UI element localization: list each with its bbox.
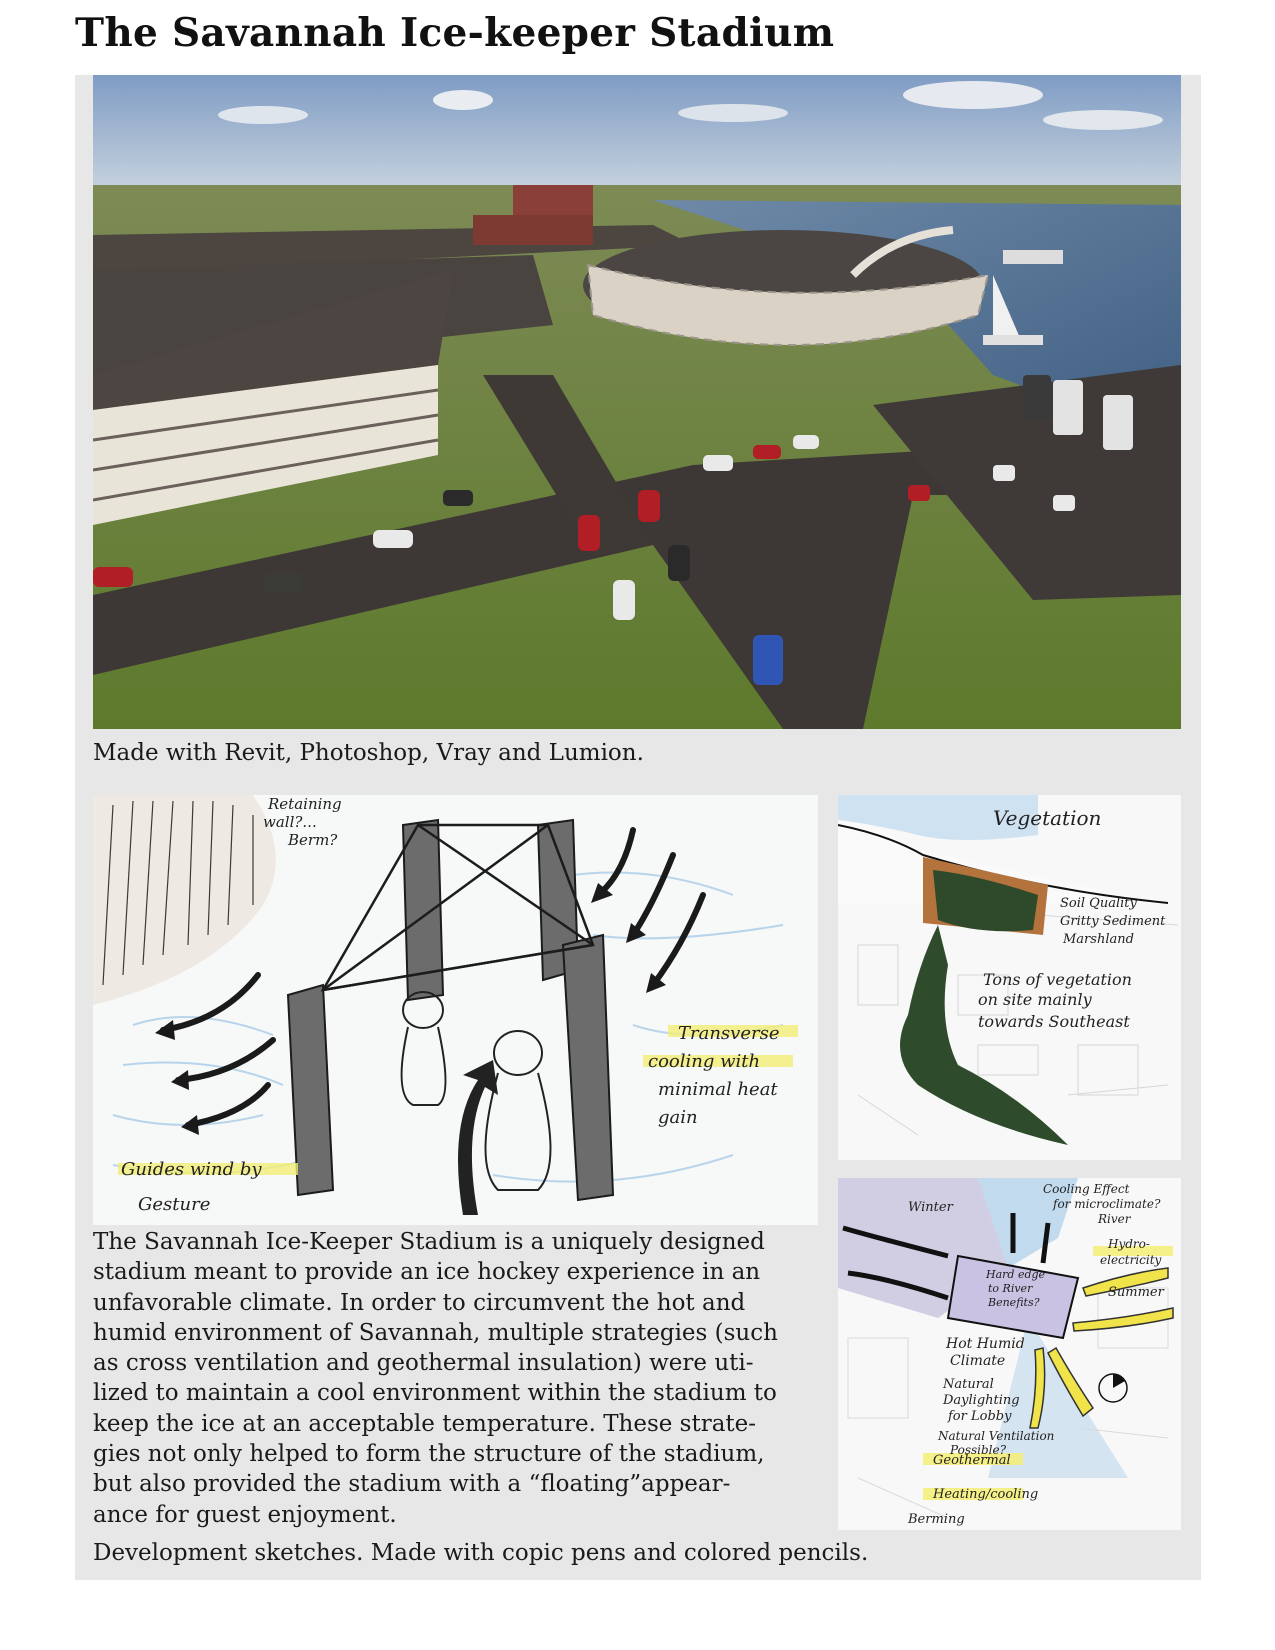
note-gain: gain: [658, 1107, 698, 1128]
wind-structure-sketch: [93, 795, 818, 1225]
svg-text:Cooling Effect: [1043, 1182, 1130, 1196]
paragraph-line: ance for guest enjoyment.: [93, 1501, 397, 1528]
render-caption: Made with Revit, Photoshop, Vray and Lumion.: [93, 740, 644, 766]
svg-text:gain: [658, 1107, 698, 1128]
label-to-river: to River: [988, 1282, 1033, 1295]
label-hydro: Hydro-: [1108, 1237, 1150, 1251]
svg-text:Berming: [907, 1512, 965, 1527]
vegetation-sketch: [838, 795, 1181, 1160]
svg-text:Guides wind by: [121, 1159, 262, 1180]
svg-text:electricity: [1100, 1253, 1162, 1267]
svg-text:Gritty Sediment: [1060, 914, 1166, 929]
note-wall: wall?...: [263, 813, 317, 831]
paragraph-line: unfavorable climate. In order to circumvent the hot and: [93, 1289, 746, 1316]
climate-sketch: [838, 1178, 1181, 1530]
svg-text:Geothermal: [933, 1453, 1011, 1468]
label-hot-humid: Hot Humid: [946, 1336, 1025, 1352]
label-summer: Summer: [1108, 1285, 1164, 1300]
label-natural-ventilation: Natural Ventilation: [938, 1429, 1055, 1443]
label-microclimate: for microclimate?: [1053, 1197, 1161, 1211]
label-natural: Natural: [943, 1377, 994, 1392]
note-minimal-heat: minimal heat: [658, 1079, 778, 1100]
note-tons-vegetation: Tons of vegetation: [983, 970, 1132, 989]
svg-text:Gesture: [138, 1194, 210, 1215]
svg-text:Hard edge: [985, 1268, 1046, 1281]
svg-text:River: [1097, 1212, 1132, 1226]
svg-text:Transverse: [678, 1023, 780, 1044]
page-title: The Savannah Ice-keeper Stadium: [75, 10, 835, 56]
note-southeast: towards Southeast: [978, 1012, 1130, 1031]
svg-text:Vegetation: [993, 806, 1101, 830]
svg-text:Benefits?: [987, 1296, 1040, 1309]
label-cooling-effect: Cooling Effect: [1043, 1182, 1130, 1196]
note-cooling: cooling with: [648, 1051, 761, 1072]
description-paragraph: [93, 1227, 813, 1530]
label-climate: Climate: [950, 1353, 1006, 1369]
svg-text:Climate: [950, 1353, 1005, 1369]
note-soil-quality: Soil Quality: [1060, 896, 1137, 911]
label-heating-cooling: Heating/cooling: [933, 1487, 1039, 1502]
svg-text:Winter: [908, 1200, 954, 1215]
svg-text:Retaining: [267, 795, 342, 813]
svg-text:minimal heat: [658, 1079, 778, 1100]
svg-text:Natural: [942, 1377, 994, 1392]
svg-text:towards Southeast: [978, 1012, 1130, 1031]
svg-text:Hydro-: [1107, 1237, 1150, 1251]
svg-text:Natural Ventilation: [937, 1429, 1054, 1443]
stadium-render-image: [93, 75, 1181, 729]
label-berming: Berming: [908, 1512, 965, 1527]
label-benefits: Benefits?: [988, 1296, 1040, 1309]
svg-text:cooling with: [648, 1051, 760, 1072]
paragraph-line: but also provided the stadium with a “floating”appear-: [93, 1471, 731, 1498]
svg-text:for Lobby: [947, 1409, 1012, 1424]
paragraph-line: keep the ice at an acceptable temperature. These strate-: [93, 1410, 757, 1437]
svg-text:wall?...: [263, 813, 317, 831]
note-guides-wind: Guides wind by: [121, 1159, 262, 1180]
paragraph-line: as cross ventilation and geothermal insulation) were uti-: [93, 1350, 754, 1377]
label-geothermal: Geothermal: [933, 1453, 1011, 1468]
note-gesture: Gesture: [138, 1194, 211, 1215]
svg-text:Berm?: [287, 831, 338, 849]
paragraph-line: stadium meant to provide an ice hockey experience in an: [93, 1259, 761, 1286]
svg-text:Daylighting: [942, 1393, 1020, 1408]
note-transverse: Transverse: [678, 1023, 780, 1044]
label-hard-edge: Hard edge: [986, 1268, 1046, 1281]
vegetation-heading: Vegetation: [993, 806, 1102, 830]
note-gritty-sediment: Gritty Sediment: [1060, 914, 1166, 929]
label-river: River: [1098, 1212, 1131, 1226]
label-possible: Possible?: [950, 1443, 1007, 1457]
paragraph-line: humid environment of Savannah, multiple strategies (such: [93, 1319, 778, 1346]
note-berm: Berm?: [288, 831, 338, 849]
svg-text:on site mainly: [978, 990, 1093, 1009]
note-on-site: on site mainly: [978, 990, 1092, 1009]
note-retaining: Retaining: [268, 795, 342, 813]
paragraph-line: gies not only helped to form the structure of the stadium,: [93, 1441, 765, 1468]
paragraph-line: The Savannah Ice-Keeper Stadium is a uniquely designed: [93, 1229, 765, 1255]
label-daylighting: Daylighting: [943, 1393, 1020, 1408]
note-marshland: Marshland: [1063, 932, 1134, 947]
svg-text:Tons of vegetation: [983, 970, 1132, 989]
svg-text:to River: [988, 1282, 1033, 1295]
label-winter: Winter: [908, 1200, 953, 1215]
sketches-caption: Development sketches. Made with copic pens and colored pencils.: [93, 1540, 869, 1566]
svg-text:Summer: [1108, 1285, 1165, 1300]
svg-text:Marshland: [1062, 932, 1134, 947]
svg-text:for microclimate?: [1052, 1197, 1161, 1211]
svg-text:Heating/cooling: [932, 1487, 1038, 1502]
label-electricity: electricity: [1100, 1253, 1162, 1267]
label-for-lobby: for Lobby: [948, 1409, 1012, 1424]
svg-text:Soil Quality: [1060, 896, 1138, 911]
svg-text:Hot Humid: [945, 1336, 1025, 1352]
paragraph-line: lized to maintain a cool environment within the stadium to: [93, 1380, 777, 1407]
